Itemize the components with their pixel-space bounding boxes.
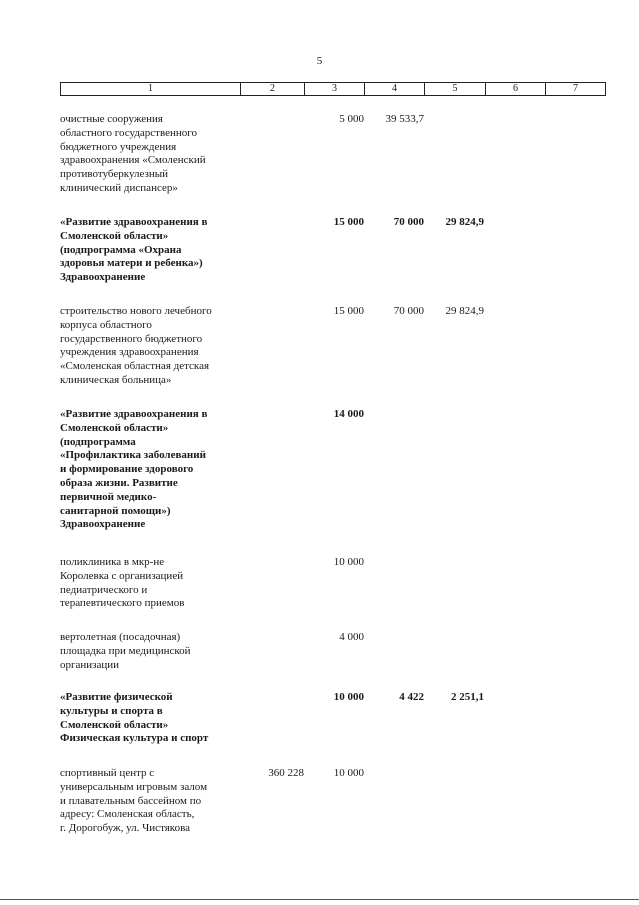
row-name: очистные сооружения областного государственного бюджетного учреждения здравоохранения «Смоленский противотуберкулезный клинический диспансер» <box>60 113 206 194</box>
cell-col-3: 15 000 <box>333 216 364 228</box>
cell-col-4: 70 000 <box>393 305 424 317</box>
column-header-7: 7 <box>546 83 606 96</box>
row-name: спортивный центр с универсальным игровым залом и плавательным бассейном по адресу: Смоленская область, г. Дорогобуж, ул. Чистякова <box>60 767 208 835</box>
cell-col-5: 2 251,1 <box>451 691 484 703</box>
cell-col-3: 14 000 <box>333 408 364 420</box>
cell-col-5: 29 824,9 <box>445 216 484 228</box>
cell-col-3: 5 000 <box>339 113 364 125</box>
cell-col-2: 360 228 <box>268 767 304 779</box>
cell-col-3: 10 000 <box>333 556 364 568</box>
row-name: вертолетная (посадочная) площадка при медицинской организации <box>60 631 191 671</box>
row-name: «Развитие здравоохранения в Смоленской области» (подпрограмма «Профилактика заболеваний и формирование здорового образа жизни. Развитие первичной медико- санитарной помощи») Здравоохранение <box>60 408 208 531</box>
column-header-2: 2 <box>241 83 305 96</box>
cell-col-3: 15 000 <box>333 305 364 317</box>
row-name: поликлиника в мкр-не Королевка с организацией педиатрического и терапевтического приемов <box>60 556 185 610</box>
cell-col-3: 10 000 <box>333 691 364 703</box>
cell-col-4: 70 000 <box>393 216 424 228</box>
column-header-4: 4 <box>365 83 425 96</box>
cell-col-3: 10 000 <box>333 767 364 779</box>
cell-col-5: 29 824,9 <box>445 305 484 317</box>
column-header-6: 6 <box>486 83 546 96</box>
page-number: 5 <box>316 55 323 67</box>
cell-col-4: 4 422 <box>399 691 424 703</box>
cell-col-3: 4 000 <box>339 631 364 643</box>
column-header-3: 3 <box>305 83 365 96</box>
row-name: «Развитие здравоохранения в Смоленской области» (подпрограмма «Охрана здоровья матери и ребенка») Здравоохранение <box>60 216 208 284</box>
column-header-row <box>61 83 606 96</box>
column-header-1: 1 <box>61 83 241 96</box>
bottom-divider <box>0 899 639 900</box>
row-name: «Развитие физической культуры и спорта в Смоленской области» Физическая культура и спорт <box>60 691 209 745</box>
cell-col-4: 39 533,7 <box>385 113 424 125</box>
column-header-table <box>60 82 606 96</box>
column-header-5: 5 <box>425 83 486 96</box>
row-name: строительство нового лечебного корпуса областного государственного бюджетного учреждения здравоохранения «Смоленская областная детская клиническая больница» <box>60 305 212 386</box>
